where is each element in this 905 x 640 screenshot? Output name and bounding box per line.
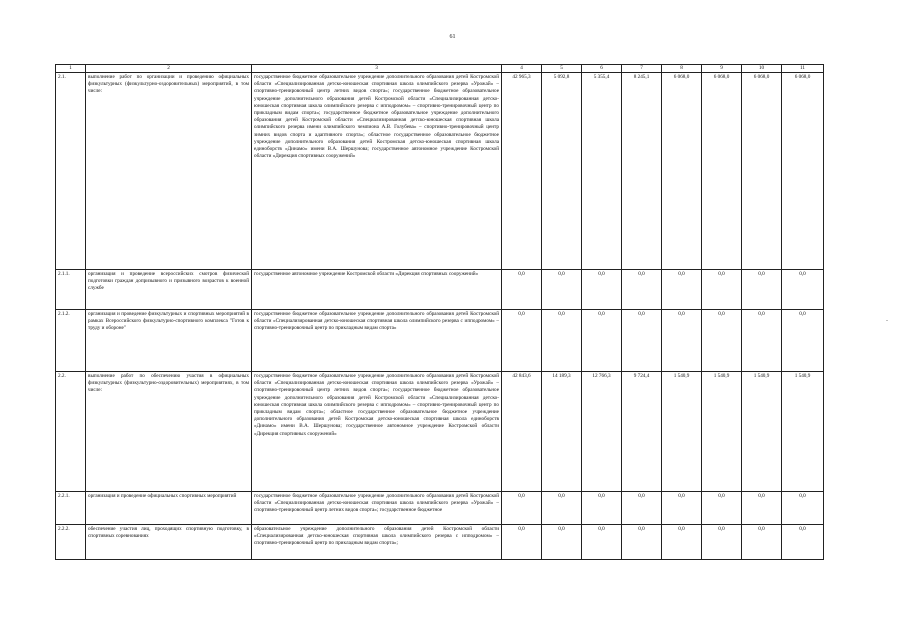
table-row [56, 73, 824, 270]
value-cell: 0,0 [742, 492, 782, 525]
table-row [56, 270, 824, 310]
row-number-cell: 2.2.1. [56, 492, 86, 525]
value-cell: 0,0 [742, 525, 782, 560]
value-cell: 0,0 [782, 270, 824, 310]
header-cell: 4 [502, 65, 542, 73]
value-cell: 8 245,1 [622, 73, 662, 270]
executor-cell: государственное бюджетное образовательное учреждение дополнительного образования детей Костромской области «Специализированная детско-юношеская спортивная школа олимпийского резерва с ипподромом» – спортивно-тренировочный центр по прикладным видам спорта» [252, 310, 502, 372]
value-cell: 0,0 [542, 270, 582, 310]
header-cell: 8 [662, 65, 702, 73]
header-cell: 7 [622, 65, 662, 73]
row-number-cell: 2.1.1. [56, 270, 86, 310]
value-cell: 6 068,0 [662, 73, 702, 270]
header-row [56, 65, 824, 73]
header-cell: 2 [86, 65, 252, 73]
work-description-cell: выполнение работ по организации и проведению официальных физкультурных (физкультурно-оздоровительных) мероприятий, в том числе: [86, 73, 252, 270]
value-cell: 0,0 [582, 525, 622, 560]
value-cell: 42 843,6 [502, 372, 542, 492]
value-cell: 0,0 [662, 310, 702, 372]
row-number-cell: 2.2.2. [56, 525, 86, 560]
value-cell: 1 540,9 [742, 372, 782, 492]
value-cell: 0,0 [622, 492, 662, 525]
value-cell: 0,0 [782, 525, 824, 560]
row-number-cell: 2.1.2. [56, 310, 86, 372]
value-cell: 0,0 [502, 492, 542, 525]
value-cell: 0,0 [782, 310, 824, 372]
value-cell: 9 724,4 [622, 372, 662, 492]
header-cell: 6 [582, 65, 622, 73]
value-cell: 14 189,3 [542, 372, 582, 492]
value-cell: 6 068,0 [702, 73, 742, 270]
table-row [56, 492, 824, 525]
value-cell: 0,0 [662, 492, 702, 525]
value-cell: 0,0 [622, 310, 662, 372]
work-description-cell: обеспечение участия лиц, проходящих спортивную подготовку, в спортивных соревнованиях [86, 525, 252, 560]
header-cell: 9 [702, 65, 742, 73]
work-description-cell: организация и проведение официальных спортивных мероприятий [86, 492, 252, 525]
work-description-cell: организация и проведение всероссийских смотров физической подготовки граждан допризывного и призывного возрастов к военной службе [86, 270, 252, 310]
header-cell: 1 [56, 65, 86, 73]
value-cell: 0,0 [502, 270, 542, 310]
value-cell: 0,0 [582, 270, 622, 310]
value-cell: 0,0 [702, 492, 742, 525]
value-cell: 0,0 [622, 270, 662, 310]
page-number: 61 [449, 34, 456, 40]
value-cell: 0,0 [742, 310, 782, 372]
value-cell: 42 965,3 [502, 73, 542, 270]
value-cell: 0,0 [542, 310, 582, 372]
value-cell: 0,0 [742, 270, 782, 310]
value-cell: 0,0 [502, 310, 542, 372]
executor-cell: государственное бюджетное образовательное учреждение дополнительного образования детей Костромской области «Специализированная детско-юношеская спортивная школа олимпийского резерва «Урожай» – спортивно-тренировочный центр летних видов спорта»; государственное бюджетное [252, 492, 502, 525]
value-cell: 0,0 [662, 270, 702, 310]
executor-cell: образовательное учреждение дополнительного образования детей Костромской области «Специализированная детско-юношеская спортивная школа олимпийского резерва с ипподромом» – спортивно-тренировочный центр по прикладным видам спорта»; [252, 525, 502, 560]
executor-cell: государственное бюджетное образовательное учреждение дополнительного образования детей Костромской области «Специализированная детско-юношеская спортивная школа олимпийского резерва «Урожай» – спортивно-тренировочный центр летних видов спорта»; государственное бюджетное образовательное учреждение дополнительного образования детей Костромской области «Специализированная детско-юношеская спортивная школа олимпийского резерва с ипподромом» – спортивно-тренировочный центр по прикладным видам спорта»; областное государственное образовательное бюджетное учреждение дополнительного образования детей Костромская детско-юношеская спортивная школа единоборств «Динамо» имени В.А. Шершунова; государственное автономное учреждение Костромской области «Дирекция спортивных сооружений» [252, 372, 502, 492]
value-cell: 5 355,4 [582, 73, 622, 270]
table-row [56, 372, 824, 492]
value-cell: 0,0 [542, 492, 582, 525]
value-cell: 0,0 [542, 525, 582, 560]
executor-cell: государственное автономное учреждение Костромской области «Дирекция спортивных сооружений» [252, 270, 502, 310]
value-cell: 0,0 [502, 525, 542, 560]
value-cell: 12 766,3 [582, 372, 622, 492]
budget-table [55, 64, 824, 560]
table-row [56, 310, 824, 372]
value-cell: 0,0 [662, 525, 702, 560]
value-cell: 0,0 [702, 270, 742, 310]
value-cell: 0,0 [582, 310, 622, 372]
value-cell: 1 540,9 [782, 372, 824, 492]
value-cell: 0,0 [702, 310, 742, 372]
value-cell: 1 540,9 [702, 372, 742, 492]
header-cell: 3 [252, 65, 502, 73]
margin-mark: - [886, 318, 888, 324]
executor-cell: государственное бюджетное образовательное учреждение дополнительного образования детей Костромской области «Специализированная детско-юношеская спортивная школа олимпийского резерва «Урожай» – спортивно-тренировочный центр летних видов спорта»; государственное бюджетное образовательное учреждение дополнительного образования детей Костромской области «Специализированная детско-юношеская спортивная школа олимпийского резерва с ипподромом» – спортивно-тренировочный центр по прикладным видам спорта»; государственное бюджетное образовательное учреждение дополнительного образования детей Костромской области «Специализированная детско-юношеская спортивная школа олимпийского резерва имени олимпийского чемпиона А.В. Голубева» – спортивно-тренировочный центр зимних видов спорта и адаптивного спорта»; областное государственное образовательное бюджетное учреждение дополнительного образования детей Костромская детско-юношеская спортивная школа единоборств «Динамо» имени В.А. Шершунова; государственное автономное учреждение Костромской области «Дирекция спортивных сооружений» [252, 73, 502, 270]
row-number-cell: 2.1. [56, 73, 86, 270]
value-cell: 0,0 [622, 525, 662, 560]
work-description-cell: организация и проведение физкультурных и спортивных мероприятий в рамках Всероссийского физкультурно-спортивного комплекса "Готов к труду и обороне" [86, 310, 252, 372]
header-cell: 11 [782, 65, 824, 73]
value-cell: 5 092,8 [542, 73, 582, 270]
value-cell: 0,0 [582, 492, 622, 525]
value-cell: 6 068,0 [782, 73, 824, 270]
value-cell: 0,0 [782, 492, 824, 525]
value-cell: 1 540,9 [662, 372, 702, 492]
header-cell: 5 [542, 65, 582, 73]
value-cell: 6 068,0 [742, 73, 782, 270]
value-cell: 0,0 [702, 525, 742, 560]
row-number-cell: 2.2. [56, 372, 86, 492]
header-cell: 10 [742, 65, 782, 73]
table-row [56, 525, 824, 560]
work-description-cell: выполнение работ по обеспечению участия в официальных физкультурных (физкультурно-оздоровительных) мероприятиях, в том числе: [86, 372, 252, 492]
